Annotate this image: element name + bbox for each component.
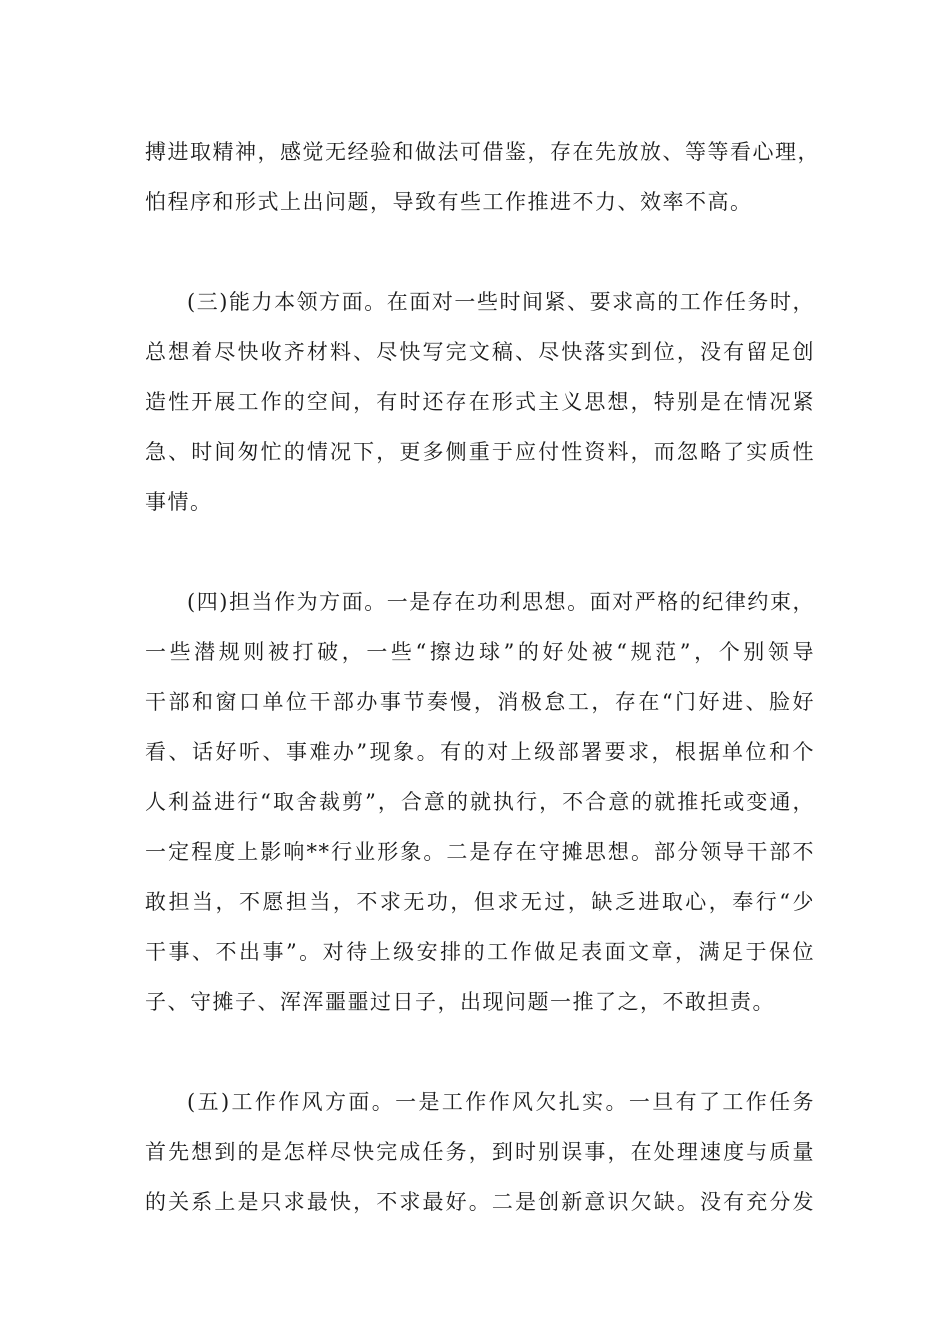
text-line: 一定程度上影响**行业形象。二是存在守摊思想。部分领导干部不 (145, 840, 815, 864)
paragraph-continuation (145, 127, 820, 227)
text-line: 怕程序和形式上出问题，导致有些工作推进不力、效率不高。 (145, 190, 753, 214)
text-line: 干事、不出事”。对待上级安排的工作做足表面文章，满足于保位 (145, 940, 815, 964)
text-line: 急、时间匆忙的情况下，更多侧重于应付性资料，而忽略了实质性 (145, 440, 815, 464)
paragraph-ability (145, 277, 815, 527)
text-line: 的关系上是只求最快，不求最好。二是创新意识欠缺。没有充分发 (145, 1190, 815, 1214)
text-line: 子、守摊子、浑浑噩噩过日子，出现问题一推了之，不敢担责。 (145, 990, 775, 1014)
text-line: (四)担当作为方面。一是存在功利思想。面对严格的纪律约束， (187, 590, 815, 614)
text-line: (三)能力本领方面。在面对一些时间紧、要求高的工作任务时， (187, 290, 815, 314)
text-line: 首先想到的是怎样尽快完成任务，到时别误事，在处理速度与质量 (145, 1140, 815, 1164)
text-line: 人利益进行“取舍裁剪”，合意的就执行，不合意的就推托或变通， (145, 790, 815, 814)
text-line: 干部和窗口单位干部办事节奏慢，消极怠工，存在“门好进、脸好 (145, 690, 815, 714)
text-line: 一些潜规则被打破，一些“擦边球”的好处被“规范”，个别领导 (145, 640, 815, 664)
paragraph-work-style (145, 1077, 815, 1227)
text-line: 敢担当，不愿担当，不求无功，但求无过，缺乏进取心，奉行“少 (145, 890, 815, 914)
text-line: (五)工作作风方面。一是工作作风欠扎实。一旦有了工作任务 (187, 1090, 815, 1114)
text-line: 总想着尽快收齐材料、尽快写完文稿、尽快落实到位，没有留足创 (145, 340, 815, 364)
text-line: 搏进取精神，感觉无经验和做法可借鉴，存在先放放、等等看心理， (145, 140, 820, 164)
text-line: 看、话好听、事难办”现象。有的对上级部署要求，根据单位和个 (145, 740, 815, 764)
text-line: 造性开展工作的空间，有时还存在形式主义思想，特别是在情况紧 (145, 390, 815, 414)
text-line: 事情。 (145, 490, 213, 514)
paragraph-responsibility (145, 577, 815, 1027)
